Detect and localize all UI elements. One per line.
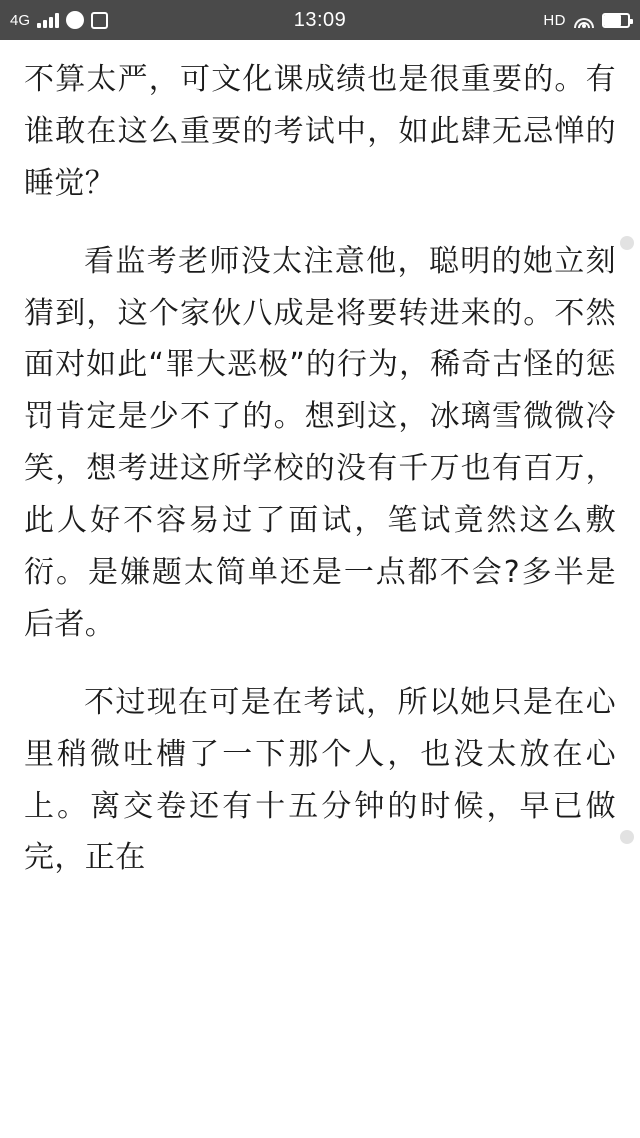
scroll-marker-bottom xyxy=(620,830,634,844)
wifi-icon xyxy=(574,13,594,28)
network-type-label: 4G xyxy=(10,11,31,29)
battery-icon xyxy=(602,13,630,28)
status-bar-right xyxy=(543,12,630,29)
clock-label: 13:09 xyxy=(293,8,347,31)
paragraph: 看监考老师没太注意他，聪明的她立刻猜到，这个家伙八成是将要转进来的。不然面对如此“罪大恶极”的行为，稀奇古怪的惩罚肯定是少不了的。想到这，冰璃雪微微冷笑，想考进这所学校的没有千万也有百万，此人好不容易过了面试，笔试竟然这么敷衍。是嫌题太简单还是一点都不会?多半是后者。 xyxy=(24,243,616,642)
reader-content-area[interactable] xyxy=(0,40,640,1138)
scroll-marker-top xyxy=(620,236,634,250)
paragraph: 不算太严，可文化课成绩也是很重要的。有谁敢在这么重要的考试中，如此肆无忌惮的睡觉？ xyxy=(24,62,616,201)
hd-voice-label: HD xyxy=(543,11,566,29)
status-bar xyxy=(0,0,640,40)
paragraph: 不过现在可是在考试，所以她只是在心里稍微吐槽了一下那个人，也没太放在心上。离交卷还有十五分钟的时候，早已做完，正在 xyxy=(24,684,616,876)
